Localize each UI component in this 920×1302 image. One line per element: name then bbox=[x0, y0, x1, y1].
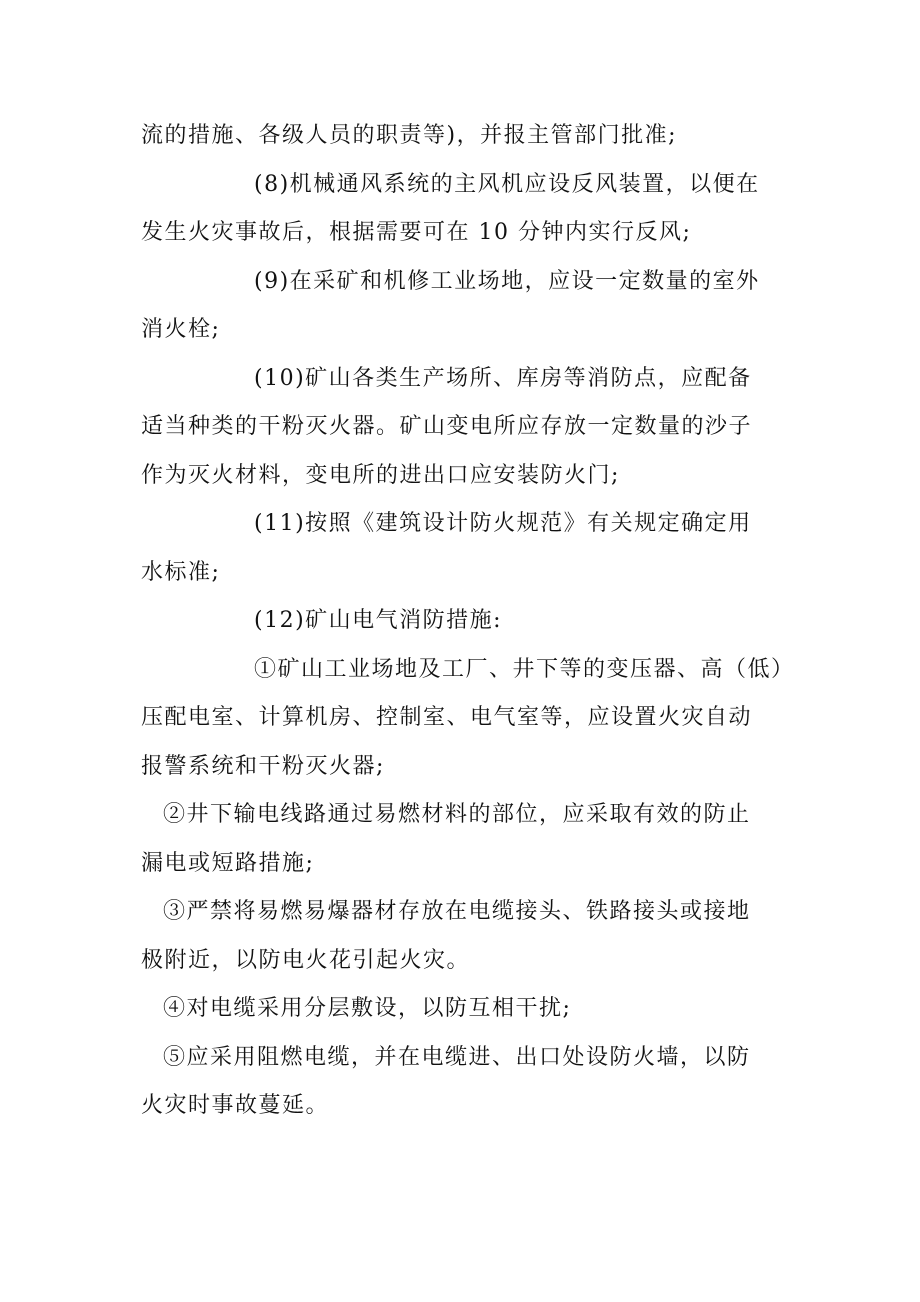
text-line-5: 消火栓; bbox=[141, 317, 221, 342]
text-line-1: 流的措施、各级人员的职责等)，并报主管部门批准; bbox=[141, 123, 677, 148]
text-line-12: ①矿山工业场地及工厂、井下等的变压器、高（低） bbox=[254, 656, 795, 682]
text-line-17: ③严禁将易燃易爆器材存放在电缆接头、铁路接头或接地 bbox=[163, 899, 751, 924]
document-body bbox=[141, 112, 795, 1131]
text-line-2: (8)机械通风系统的主风机应设反风装置，以便在 bbox=[254, 171, 760, 197]
text-line-6: (10)矿山各类生产场所、库房等消防点，应配备 bbox=[254, 365, 752, 391]
text-line-11: (12)矿山电气消防措施: bbox=[254, 608, 503, 633]
text-line-8: 作为灭火材料，变电所的进出口应安装防火门; bbox=[141, 462, 620, 488]
text-line-3: 发生火灾事故后，根据需要可在 10 分钟内实行反风; bbox=[141, 220, 692, 245]
text-line-10: 水标准; bbox=[141, 559, 221, 585]
text-line-19: ④对电缆采用分层敷设，以防互相干扰; bbox=[163, 996, 572, 1021]
text-line-7: 适当种类的干粉灭火器。矿山变电所应存放一定数量的沙子 bbox=[141, 414, 753, 439]
text-line-20: ⑤应采用阻燃电缆，并在电缆进、出口处设防火墙，以防 bbox=[163, 1044, 751, 1070]
text-line-21: 火灾时事故蔓延。 bbox=[141, 1093, 330, 1118]
text-line-15: ②井下输电线路通过易燃材料的部位，应采取有效的防止 bbox=[163, 802, 751, 827]
text-line-14: 报警系统和干粉灭火器; bbox=[141, 753, 385, 779]
text-line-18: 极附近，以防电火花引起火灾。 bbox=[141, 947, 471, 973]
text-line-16: 漏电或短路措施; bbox=[141, 850, 315, 876]
text-line-13: 压配电室、计算机房、控制室、电气室等，应设置火灾自动 bbox=[141, 705, 753, 730]
text-line-9: (11)按照《建筑设计防火规范》有关规定确定用 bbox=[254, 511, 752, 536]
text-line-4: (9)在采矿和机修工业场地，应设一定数量的室外 bbox=[254, 268, 760, 294]
